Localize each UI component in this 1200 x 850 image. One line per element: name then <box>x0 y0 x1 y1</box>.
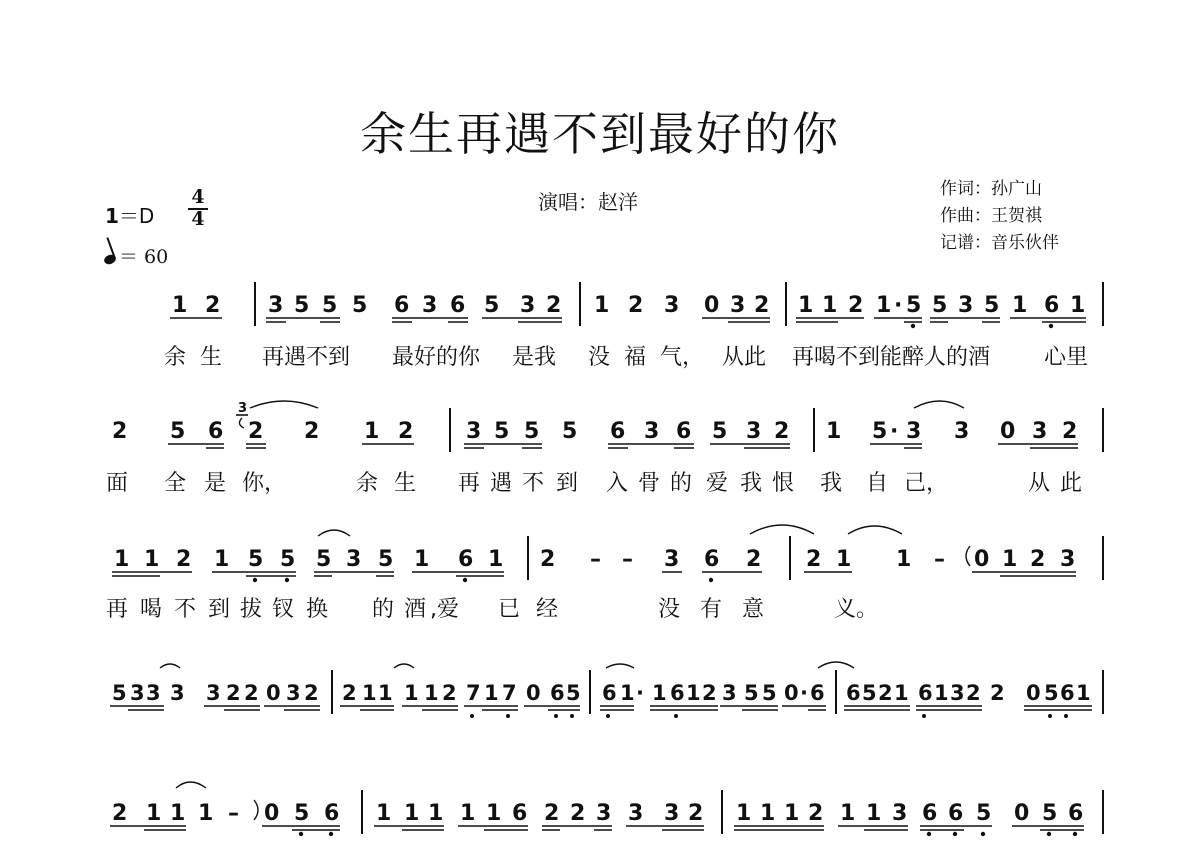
note: 5 <box>484 293 500 318</box>
octave-dot <box>329 832 333 836</box>
octave-dot <box>674 714 678 718</box>
slur <box>394 664 414 668</box>
note: 5 <box>112 681 127 705</box>
dot: · <box>890 419 899 444</box>
note: 0 <box>1014 801 1030 826</box>
octave-dot <box>606 714 610 718</box>
note: 1 <box>146 801 162 826</box>
note: 0 <box>266 681 281 705</box>
lyric: 换 <box>306 597 329 622</box>
lyric: 生 <box>200 345 223 370</box>
note: 6 <box>810 681 825 705</box>
lyric: 福 <box>624 345 647 370</box>
dash: – <box>622 547 633 572</box>
note: 2 <box>878 681 893 705</box>
note: 2 <box>398 419 414 444</box>
octave-dot <box>285 578 289 582</box>
slur <box>914 401 964 408</box>
octave-dot <box>709 578 713 582</box>
note: 6 <box>610 419 626 444</box>
note: 0 <box>1026 681 1041 705</box>
lyric: 再遇不到 <box>262 345 351 370</box>
dot: · <box>636 681 644 705</box>
note: 1 <box>428 801 444 826</box>
lyric: 是 <box>204 471 227 496</box>
note: 6 <box>670 681 685 705</box>
lyric: 钗 <box>272 597 295 622</box>
note: 3 <box>286 681 301 705</box>
lyric: 没 <box>658 597 681 622</box>
note: 1 <box>378 681 393 705</box>
note: 2 <box>754 293 770 318</box>
lyric: 的 <box>372 597 395 622</box>
note: 3 <box>730 293 746 318</box>
note: 3 <box>1060 547 1076 572</box>
note: 1 <box>484 681 499 705</box>
note: 5 <box>280 547 296 572</box>
breath-mark <box>254 800 258 820</box>
note: 5 <box>566 681 581 705</box>
note: 1 <box>144 547 160 572</box>
note: 1 <box>114 547 130 572</box>
note: 1 <box>404 681 419 705</box>
note: 1 <box>826 419 842 444</box>
lyric: 再 <box>106 597 129 622</box>
note: 5 <box>906 293 922 318</box>
lyric: 的 <box>670 471 693 496</box>
lyric: 已 <box>498 597 521 622</box>
lyric: 经 <box>536 597 559 622</box>
note: 6 <box>846 681 861 705</box>
note: 1 <box>1012 293 1028 318</box>
note: 2 <box>546 293 562 318</box>
note: 1 <box>414 547 430 572</box>
lyric: 恨 <box>772 471 795 496</box>
note: 1 <box>840 801 856 826</box>
note: 6 <box>458 547 474 572</box>
note: 5 <box>932 293 948 318</box>
lyric: 余 <box>164 345 187 370</box>
note: 6 <box>1068 801 1084 826</box>
slur <box>250 401 318 408</box>
note: 5 <box>872 419 888 444</box>
note: 2 <box>808 801 824 826</box>
octave-dot <box>1064 714 1068 718</box>
note: 0 <box>784 681 799 705</box>
octave-dot <box>911 324 915 328</box>
note: 1 <box>934 681 949 705</box>
note: 3 <box>722 681 737 705</box>
note: 3 <box>206 681 221 705</box>
note: 1 <box>894 681 909 705</box>
grace-note: 3 <box>238 401 248 416</box>
note: 1 <box>784 801 800 826</box>
note: 0 <box>526 681 541 705</box>
note: 1 <box>404 801 420 826</box>
note: 5 <box>712 419 728 444</box>
note: 6 <box>1044 293 1060 318</box>
lyric: 此 <box>1060 471 1083 496</box>
note: 1 <box>1002 547 1018 572</box>
slur <box>176 782 206 788</box>
note: 2 <box>342 681 357 705</box>
note: 1 <box>170 801 186 826</box>
lyric: 余 <box>356 471 379 496</box>
note: 6 <box>602 681 617 705</box>
octave-dot <box>554 714 558 718</box>
note: 1 <box>486 801 502 826</box>
note: 3 <box>520 293 536 318</box>
note: 2 <box>544 801 560 826</box>
note: 2 <box>966 681 981 705</box>
note: 3 <box>346 547 362 572</box>
note: 0 <box>704 293 720 318</box>
lyric: 最好的你 <box>392 345 481 370</box>
note: 3 <box>950 681 965 705</box>
lyric: 气， <box>660 345 705 370</box>
note: 6 <box>922 801 938 826</box>
note: 3 <box>664 293 680 318</box>
note: 3 <box>130 681 145 705</box>
lyric: 拔 <box>240 597 263 622</box>
dot: · <box>894 293 903 318</box>
note: 5 <box>976 801 992 826</box>
note: 3 <box>628 801 644 826</box>
lyric: 到 <box>208 597 231 622</box>
note: 6 <box>324 801 340 826</box>
note: 5 <box>744 681 759 705</box>
slur <box>818 662 854 668</box>
note: 2 <box>746 547 762 572</box>
slur <box>750 525 814 534</box>
lyric: 我 <box>820 471 843 496</box>
lyric: 酒 <box>404 597 427 622</box>
note: 5 <box>1042 801 1058 826</box>
note: 7 <box>502 681 517 705</box>
note: 5 <box>378 547 394 572</box>
lyric: 自 <box>866 471 889 496</box>
note: 1 <box>798 293 814 318</box>
meter-bottom: 4 <box>191 208 205 230</box>
note: 2 <box>540 547 556 572</box>
lyric: 到 <box>556 471 579 496</box>
note: 1 <box>364 419 380 444</box>
lyricist-credit: 作词：孙广山 <box>940 179 1042 199</box>
note: 5 <box>294 801 310 826</box>
note: 6 <box>948 801 964 826</box>
note: 6 <box>550 681 565 705</box>
octave-dot <box>506 714 510 718</box>
lyric: 心里 <box>1044 345 1089 370</box>
note: 1 <box>376 801 392 826</box>
note: 3 <box>466 419 482 444</box>
note: 1 <box>822 293 838 318</box>
dot: · <box>800 681 808 705</box>
note: 3 <box>268 293 284 318</box>
lyric: 意 <box>742 597 765 622</box>
note: 1 <box>362 681 377 705</box>
note: 2 <box>1062 419 1078 444</box>
note: 2 <box>806 547 822 572</box>
note: 6 <box>704 547 720 572</box>
note: 2 <box>112 419 128 444</box>
note: 3 <box>644 419 660 444</box>
note: 2 <box>848 293 864 318</box>
note: 5 <box>352 293 368 318</box>
octave-dot <box>927 832 931 836</box>
slur <box>318 530 350 536</box>
note: 3 <box>146 681 161 705</box>
lyric: 遇 <box>490 471 513 496</box>
note: 1 <box>686 681 701 705</box>
transcriber-credit: 记谱：音乐伙伴 <box>940 233 1059 253</box>
note: 1 <box>836 547 852 572</box>
note: 0 <box>1000 419 1016 444</box>
note: 1 <box>620 681 635 705</box>
score-row-1 <box>164 282 1103 370</box>
key-name: ＝D <box>118 204 155 228</box>
note: 2 <box>112 801 128 826</box>
octave-dot <box>1073 832 1077 836</box>
note: 2 <box>304 419 320 444</box>
octave-dot <box>299 832 303 836</box>
lyric: 入 <box>606 471 629 496</box>
note: 1 <box>652 681 667 705</box>
note: 6 <box>208 419 224 444</box>
lyric: 爱 <box>706 471 729 496</box>
note: 3 <box>1032 419 1048 444</box>
lyric: 骨 <box>638 471 661 496</box>
octave-dot <box>1048 714 1052 718</box>
lyric: 你， <box>242 471 287 496</box>
note: 5 <box>562 419 578 444</box>
note: 6 <box>918 681 933 705</box>
note: 2 <box>702 681 717 705</box>
lyric: 再 <box>458 471 481 496</box>
dash: – <box>590 547 601 572</box>
note: 2 <box>990 681 1005 705</box>
lyric: 全 <box>164 471 187 496</box>
note: 7 <box>466 681 481 705</box>
singer-credit: 演唱：赵洋 <box>538 190 638 214</box>
note: 6 <box>512 801 528 826</box>
note: 5 <box>494 419 510 444</box>
note: 1 <box>198 801 214 826</box>
slur <box>848 526 902 534</box>
note: 2 <box>176 547 192 572</box>
octave-dot <box>470 714 474 718</box>
grace-slur <box>239 418 244 428</box>
note: 2 <box>1030 547 1046 572</box>
note: 1 <box>214 547 230 572</box>
lyric: 我 <box>740 471 763 496</box>
lyric: 再喝不到能醉人的酒 <box>792 345 991 370</box>
note: 6 <box>676 419 692 444</box>
note: 0 <box>264 801 280 826</box>
slur <box>606 664 634 668</box>
octave-dot <box>570 714 574 718</box>
note: 3 <box>664 801 680 826</box>
lyric: 是我 <box>512 345 557 370</box>
score-row-4 <box>110 662 1103 718</box>
song-title: 余生再遇不到最好的你 <box>360 107 840 161</box>
note: 3 <box>422 293 438 318</box>
breath-mark <box>966 546 970 566</box>
note: 5 <box>322 293 338 318</box>
octave-dot <box>1049 324 1053 328</box>
note: 1 <box>1076 681 1091 705</box>
lyric: 不 <box>522 471 545 496</box>
note: 3 <box>664 547 680 572</box>
note: 0 <box>974 547 990 572</box>
note: 2 <box>774 419 790 444</box>
lyric: 从 <box>1028 471 1051 496</box>
meter-top: 4 <box>191 186 205 208</box>
note: 1 <box>424 681 439 705</box>
lyric: 没 <box>588 345 611 370</box>
dash: – <box>934 547 945 572</box>
note: 3 <box>954 419 970 444</box>
note: 1 <box>594 293 610 318</box>
octave-dot <box>981 832 985 836</box>
octave-dot <box>922 714 926 718</box>
note: 3 <box>892 801 908 826</box>
lyric: 生 <box>394 471 417 496</box>
note: 5 <box>316 547 332 572</box>
octave-dot <box>253 578 257 582</box>
note: 5 <box>294 293 310 318</box>
lyric: 不 <box>174 597 197 622</box>
lyric: 义。 <box>834 597 879 622</box>
note: 2 <box>442 681 457 705</box>
composer-credit: 作曲：王贺祺 <box>940 206 1042 226</box>
note: 6 <box>450 293 466 318</box>
note: 1 <box>866 801 882 826</box>
score-row-5 <box>110 782 1103 836</box>
note: 2 <box>570 801 586 826</box>
note: 1 <box>488 547 504 572</box>
note: 2 <box>304 681 319 705</box>
note: 6 <box>1060 681 1075 705</box>
octave-dot <box>1047 832 1051 836</box>
note: 1 <box>876 293 892 318</box>
note: 5 <box>762 681 777 705</box>
note: 2 <box>248 419 264 444</box>
note: 1 <box>172 293 188 318</box>
note: 6 <box>394 293 410 318</box>
note: 1 <box>460 801 476 826</box>
note: 1 <box>736 801 752 826</box>
note: 5 <box>248 547 264 572</box>
note: 3 <box>596 801 612 826</box>
note: 2 <box>628 293 644 318</box>
note: 2 <box>226 681 241 705</box>
note: 2 <box>688 801 704 826</box>
key-number: 1 <box>105 204 119 228</box>
octave-dot <box>463 578 467 582</box>
note: 5 <box>524 419 540 444</box>
score-row-3 <box>106 525 1103 622</box>
lyric: 己， <box>904 471 949 496</box>
note: 1 <box>896 547 912 572</box>
note: 2 <box>244 681 259 705</box>
lyric: 面 <box>106 471 129 496</box>
note: 5 <box>170 419 186 444</box>
score-row-2 <box>106 401 1103 496</box>
note: 3 <box>906 419 922 444</box>
lyric: 从此 <box>722 345 767 370</box>
lyric: 喝 <box>140 597 163 622</box>
tempo-value: ＝ 60 <box>119 246 169 268</box>
note: 1 <box>1070 293 1086 318</box>
note: 3 <box>746 419 762 444</box>
note: 5 <box>984 293 1000 318</box>
octave-dot <box>953 832 957 836</box>
slur <box>160 664 180 668</box>
lyric: 有 <box>700 597 723 622</box>
note: 3 <box>958 293 974 318</box>
note: 2 <box>205 293 221 318</box>
dash: – <box>228 801 239 826</box>
note: 1 <box>760 801 776 826</box>
note: 5 <box>862 681 877 705</box>
note: 3 <box>170 681 185 705</box>
note: 5 <box>1044 681 1059 705</box>
lyric: ,爱 <box>430 597 459 622</box>
